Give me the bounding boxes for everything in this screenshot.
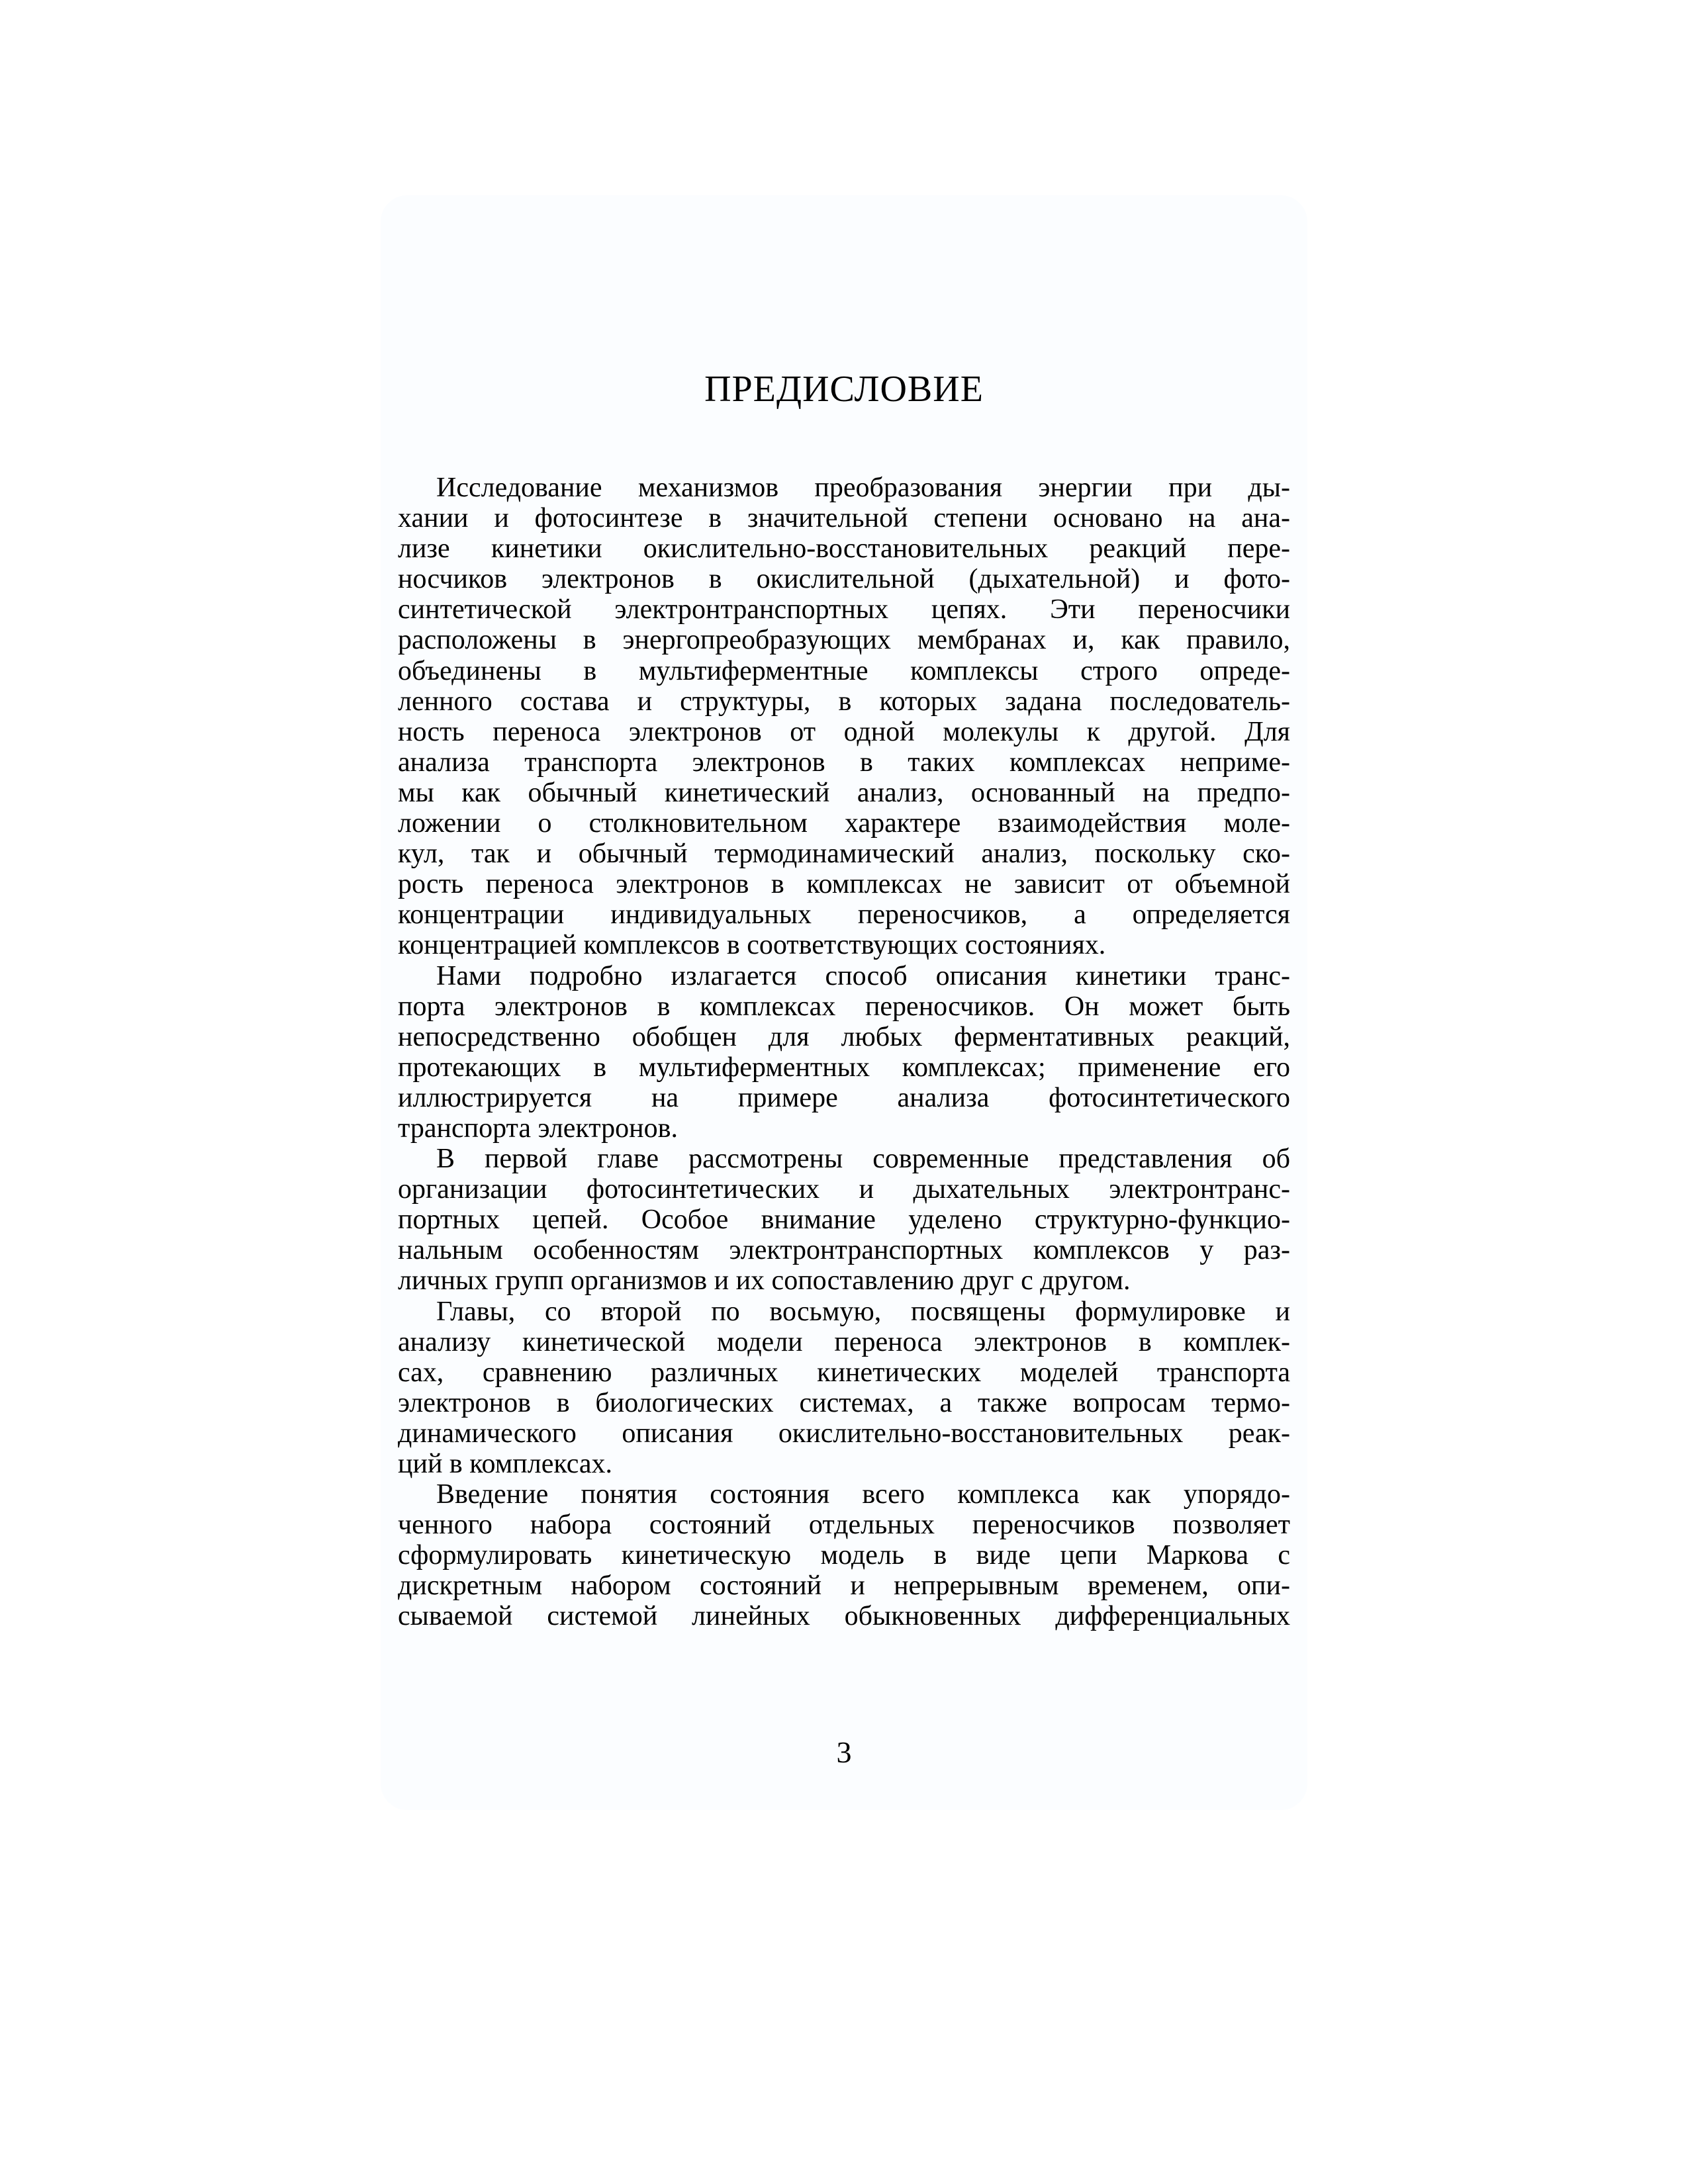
text-line: иллюстрируется на примере анализа фотосинтетического [398,1082,1290,1113]
text-line: объединены в мультиферментные комплексы строго опреде- [398,655,1290,686]
paragraph-1 [398,473,1290,961]
text-line: сформулировать кинетическую модель в виде цепи Маркова с [398,1540,1290,1571]
text-line: кул, так и обычный термодинамический анализ, поскольку ско- [398,839,1290,870]
text-line: концентрации индивидуальных переносчиков, а определяется [398,899,1290,931]
text-line: Исследование механизмов преобразования энергии при ды- [436,473,1290,503]
text-line: ленного состава и структуры, в которых задана последователь- [398,686,1290,717]
page-number: 3 [836,1735,852,1769]
text-line: ложении о столкновительном характере взаимодействия моле- [398,808,1290,839]
text-line: В первой главе рассмотрены современные представления об [436,1144,1290,1175]
text-line: анализу кинетической модели переноса электронов в комплек- [398,1326,1290,1357]
paragraph-2 [398,961,1290,1144]
text-line: концентрацией комплексов в соответствующих состояниях. [398,930,1106,961]
text-line: дискретным набором состояний и непрерывным временем, опи- [398,1570,1290,1602]
text-line: синтетической электронтранспортных цепях. Эти переносчики [398,594,1290,625]
text-line: рость переноса электронов в комплексах не зависит от объемной [398,869,1290,900]
text-line: лизе кинетики окислительно-восстановительных реакций пере- [398,533,1290,565]
text-line: транспорта электронов. [398,1113,678,1144]
text-line: портных цепей. Особое внимание уделено структурно-функцио- [398,1205,1290,1236]
text-line: динамического описания окислительно-восстановительных реак- [398,1418,1290,1449]
text-line: ность переноса электронов от одной молекулы к другой. Для [398,716,1290,747]
text-line: Введение понятия состояния всего комплекса как упорядо- [436,1479,1290,1510]
text-line: анализа транспорта электронов в таких комплексах неприме- [398,747,1290,778]
paragraph-4 [398,1297,1290,1480]
text-line: порта электронов в комплексах переносчиков. Он может быть [398,991,1290,1022]
page-title: ПРЕДИСЛОВИЕ [704,369,984,410]
text-line: непосредственно обобщен для любых ферментативных реакций, [398,1021,1290,1052]
paragraph-3 [398,1144,1290,1296]
text-line: организации фотосинтетических и дыхательных электронтранс- [398,1174,1290,1205]
text-line: расположены в энергопреобразующих мембранах и, как правило, [398,625,1290,656]
text-line: носчиков электронов в окислительной (дыхательной) и фото- [398,564,1290,595]
text-line: личных групп организмов и их сопоставлению друг с другом. [398,1265,1131,1297]
text-line: хании и фотосинтезе в значительной степени основано на ана- [398,503,1290,534]
text-line: сах, сравнению различных кинетических моделей транспорта [398,1357,1290,1388]
text-line: электронов в биологических системах, а также вопросам термо- [398,1387,1290,1418]
text-line: Главы, со второй по восьмую, посвящены формулировке и [436,1296,1290,1327]
text-line: ций в комплексах. [398,1449,613,1479]
text-line: Нами подробно излагается способ описания кинетики транс- [436,960,1290,991]
text-line: ченного набора состояний отдельных переносчиков позволяет [398,1510,1290,1541]
text-line: мы как обычный кинетический анализ, основанный на предпо- [398,777,1290,808]
text-line: протекающих в мультиферментных комплексах; применение его [398,1052,1290,1083]
paragraph-5 [398,1479,1290,1631]
text-line: нальным особенностям электронтранспортных комплексов у раз- [398,1235,1290,1266]
body-text [398,473,1290,1632]
text-line: сываемой системой линейных обыкновенных дифференциальных [398,1601,1290,1632]
